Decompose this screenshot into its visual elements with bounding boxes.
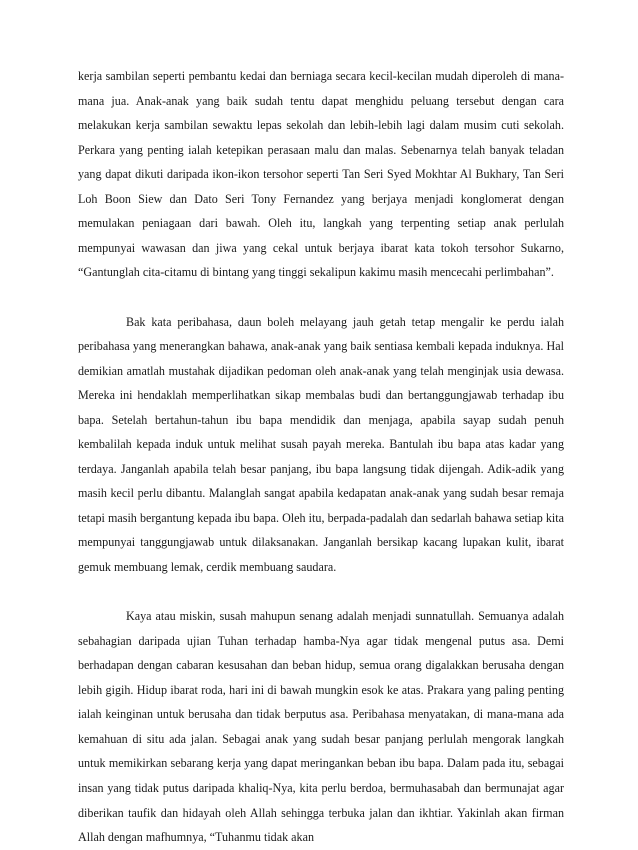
paragraph-2: Bak kata peribahasa, daun boleh melayang jauh getah tetap mengalir ke perdu ialah peribahasa yang menerangkan bahawa, anak-anak yang baik sentiasa kembali kepada induknya. Hal demikian amatlah mustahak dijadikan pedoman oleh anak-anak yang telah menginjak usia dewasa. Mereka ini hendaklah memperlihatkan sikap membalas budi dan bertanggungjawab terhadap ibu bapa. Setelah bertahun-tahun ibu bapa mendidik dan menjaga, apabila sayap sudah penuh kembalilah kepada induk untuk melihat susah payah mereka. Bantulah ibu bapa atas kadar yang terdaya. Janganlah apabila telah besar panjang, ibu bapa langsung tidak dijengah. Adik-adik yang masih kecil perlu dibantu. Malanglah sangat apabila kedapatan anak-anak yang sudah besar remaja tetapi masih bergantung kepada ibu bapa. Oleh itu, berpada-padalah dan sedarlah bahawa setiap kita mempunyai tanggungjawab untuk dilaksanakan. Janganlah bersikap kacang lupakan kulit, ibarat gemuk membuang lemak, cerdik membuang saudara. xyxy=(78,314,564,574)
paragraph-spacer xyxy=(78,285,564,310)
paragraph-spacer xyxy=(78,580,564,605)
paragraph-1: kerja sambilan seperti pembantu kedai dan berniaga secara kecil-kecilan mudah diperoleh di mana-mana jua. Anak-anak yang baik sudah tentu dapat menghidu peluang tersebut dengan cara melakukan kerja sambilan sewaktu lepas sekolah dan lebih-lebih lagi dalam musim cuti sekolah. Perkara yang penting ialah ketepikan perasaan malu dan malas. Sebenarnya telah banyak teladan yang dapat dikuti daripada ikon-ikon tersohor seperti Tan Seri Syed Mokhtar Al Bukhary, Tan Seri Loh Boon Siew dan Dato Seri Tony Fernandez yang berjaya menjadi konglomerat dengan memulakan peniagaan dari bawah. Oleh itu, langkah yang terpenting setiap anak perlulah mempunyai wawasan dan jiwa yang cekal untuk berjaya ibarat kata tokoh tersohor Sukarno, “Gantunglah cita-citamu di bintang yang tinggi sekalipun kakimu masih mencecahi perlimbahan”. xyxy=(78,69,564,280)
document-page xyxy=(78,64,564,850)
paragraph-3: Kaya atau miskin, susah mahupun senang adalah menjadi sunnatullah. Semuanya adalah sebahagian daripada ujian Tuhan terhadap hamba-Nya agar tidak mengenal putus asa. Demi berhadapan dengan cabaran kesusahan dan beban hidup, semua orang digalakkan berusaha dengan lebih gigih. Hidup ibarat roda, hari ini di bawah mungkin esok ke atas. Prakara yang paling penting ialah keinginan untuk berusaha dan tidak berputus asa. Peribahasa menyatakan, di mana-mana ada kemahuan di situ ada jalan. Sebagai anak yang sudah besar panjang perlulah mengorak langkah untuk memikirkan sebarang kerja yang dapat meringankan beban ibu bapa. Dalam pada itu, sebagai insan yang tidak putus daripada khaliq-Nya, kita perlu berdoa, bermuhasabah dan bermunajat agar diberikan taufik dan hidayah oleh Allah sehingga terbuka jalan dan ikhtiar. Yakinlah akan firman Allah dengan mafhumnya, “Tuhanmu tidak akan xyxy=(78,609,564,845)
